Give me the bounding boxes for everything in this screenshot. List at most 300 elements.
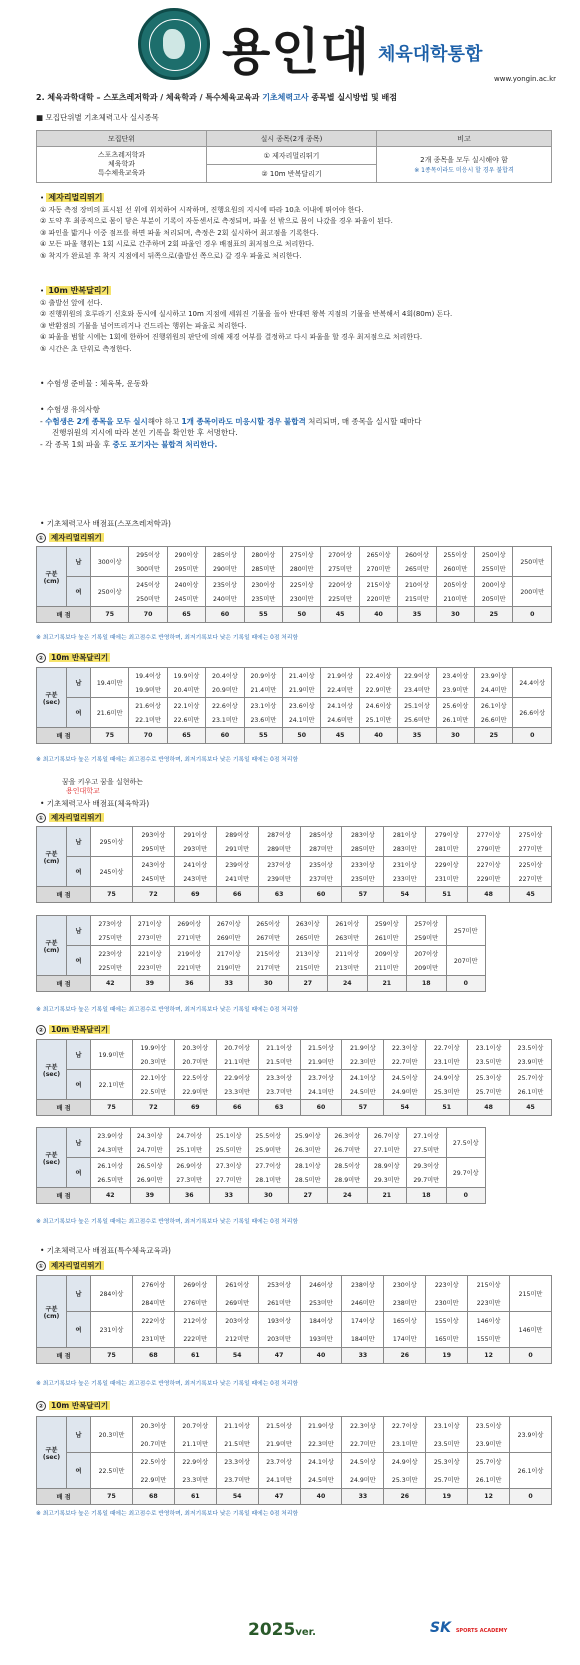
range-lower-cell: 25.3이상 bbox=[468, 1070, 510, 1085]
range-upper-cell: 230미만 bbox=[283, 592, 321, 607]
score-cell: 69 bbox=[174, 1100, 216, 1116]
range-lower-cell: 22.5이상 bbox=[174, 1070, 216, 1085]
range-lower-cell: 25.3이상 bbox=[426, 1453, 468, 1471]
unit-label: 구분 (cm) bbox=[37, 1276, 67, 1348]
range-lower-cell: 23.5이상 bbox=[468, 1417, 510, 1435]
range-upper-cell: 21.9미만 bbox=[258, 1435, 300, 1453]
range-lower-cell: 263이상 bbox=[288, 916, 328, 931]
unit-label: 구분 (sec) bbox=[37, 1417, 67, 1489]
range-lower-cell: 24.1이상 bbox=[300, 1453, 342, 1471]
range-upper-cell: 22.4미만 bbox=[321, 683, 359, 698]
t3-lj-footnote: ※ 최고기록보다 높은 기록일 때에는 최고점수로 반영하며, 최저기록보다 낮은 기록일 때에는 0점 처리함 bbox=[36, 1381, 299, 1387]
score-cell: 33 bbox=[342, 1348, 384, 1364]
range-lower-cell: 210이상 bbox=[398, 577, 436, 592]
range-lower-cell: 21.9이상 bbox=[321, 668, 359, 683]
range-upper-cell: 26.6미만 bbox=[475, 713, 513, 728]
range-upper-cell: 291미만 bbox=[216, 842, 258, 857]
score-cell: 61 bbox=[174, 1348, 216, 1364]
score-cell: 25 bbox=[475, 728, 513, 744]
score-cell: 40 bbox=[300, 1348, 342, 1364]
range-upper-cell: 23.9미만 bbox=[510, 1055, 552, 1070]
range-upper-cell: 245미만 bbox=[132, 872, 174, 887]
range-upper-cell: 227미만 bbox=[510, 872, 552, 887]
score-label: 배 점 bbox=[37, 1489, 91, 1505]
cautions: • 수험생 유의사항 - 수험생은 2개 종목을 모두 실시해야 하고 1개 종목이라도 미응시할 경우 불합격 처리되며, 매 종목을 실시할 때마다 진행위원의 지시에 따라 본인 기록을 확인한 후 서명한다. - 각 종목 1회 파울 후 중도 포기자는 불합격 처리한다. bbox=[40, 405, 422, 449]
range-lower-cell: 276이상 bbox=[132, 1276, 174, 1294]
range-upper-cell: 25.1미만 bbox=[170, 1143, 210, 1158]
slogan: 꿈을 키우고 꿈을 실현하는 용인대학교 bbox=[62, 778, 144, 795]
range-upper-cell: 290미만 bbox=[206, 562, 244, 577]
range-lower-cell: 273이상 bbox=[91, 916, 131, 931]
range-upper-cell: 25.9미만 bbox=[249, 1143, 289, 1158]
range-upper-cell: 21.5미만 bbox=[216, 1435, 258, 1453]
male-label: 남 bbox=[67, 1040, 91, 1070]
range-cell: 21.6미만 bbox=[91, 698, 129, 728]
female-label: 여 bbox=[67, 698, 91, 728]
range-lower-cell: 21.9이상 bbox=[342, 1040, 384, 1055]
t3-sh-footnote: ※ 최고기록보다 높은 기록일 때에는 최고점수로 반영하며, 최저기록보다 낮은 기록일 때에는 0점 처리함 bbox=[36, 1511, 299, 1517]
range-lower-cell: 240이상 bbox=[167, 577, 205, 592]
range-lower-cell: 28.9이상 bbox=[367, 1158, 407, 1173]
range-lower-cell: 221이상 bbox=[130, 946, 170, 961]
male-label: 남 bbox=[67, 547, 91, 577]
logo-title: 용인대 bbox=[222, 23, 370, 81]
t1-title: • 기초체력고사 배점표(스포츠레저학과) bbox=[40, 519, 171, 528]
score-cell: 63 bbox=[258, 887, 300, 903]
score-cell: 40 bbox=[359, 728, 397, 744]
range-upper-cell: 221미만 bbox=[170, 961, 210, 976]
range-upper-cell: 22.6미만 bbox=[167, 713, 205, 728]
range-lower-cell: 21.9이상 bbox=[300, 1417, 342, 1435]
range-upper-cell: 21.5미만 bbox=[258, 1055, 300, 1070]
range-lower-cell: 19.4이상 bbox=[129, 668, 167, 683]
range-upper-cell: 27.1미만 bbox=[367, 1143, 407, 1158]
female-label: 여 bbox=[67, 1158, 91, 1188]
range-lower-cell: 22.5이상 bbox=[132, 1453, 174, 1471]
score-cell: 48 bbox=[468, 1100, 510, 1116]
score-cell: 47 bbox=[258, 1489, 300, 1505]
range-upper-cell: 28.9미만 bbox=[328, 1173, 368, 1188]
t1-sh-footnote: ※ 최고기록보다 높은 기록일 때에는 최고점수로 반영하며, 최저기록보다 낮은 기록일 때에는 0점 처리함 bbox=[36, 757, 299, 763]
range-upper-cell: 24.6미만 bbox=[321, 713, 359, 728]
range-lower-cell: 257이상 bbox=[407, 916, 447, 931]
range-upper-cell: 241미만 bbox=[216, 872, 258, 887]
university-seal-logo bbox=[138, 8, 210, 80]
score-cell: 60 bbox=[206, 728, 244, 744]
range-cell: 20.3미만 bbox=[91, 1417, 133, 1453]
range-lower-cell: 293이상 bbox=[132, 827, 174, 842]
score-cell: 75 bbox=[91, 1348, 133, 1364]
range-lower-cell: 295이상 bbox=[129, 547, 167, 562]
range-upper-cell: 23.1미만 bbox=[206, 713, 244, 728]
score-cell: 0 bbox=[446, 1188, 486, 1204]
range-lower-cell: 26.9이상 bbox=[170, 1158, 210, 1173]
t2-shuttle-table-1 bbox=[36, 1039, 552, 1116]
score-cell: 54 bbox=[384, 887, 426, 903]
score-cell: 42 bbox=[91, 976, 131, 992]
range-upper-cell: 174미만 bbox=[384, 1330, 426, 1348]
range-lower-cell: 211이상 bbox=[328, 946, 368, 961]
version-label: 2025ver. bbox=[248, 1620, 316, 1640]
range-lower-cell: 23.3이상 bbox=[216, 1453, 258, 1471]
range-cell: 19.4미만 bbox=[91, 668, 129, 698]
range-lower-cell: 27.1이상 bbox=[407, 1128, 447, 1143]
range-lower-cell: 259이상 bbox=[367, 916, 407, 931]
range-lower-cell: 26.3이상 bbox=[328, 1128, 368, 1143]
score-cell: 0 bbox=[513, 607, 552, 623]
range-upper-cell: 22.5미만 bbox=[132, 1085, 174, 1100]
range-cell: 19.9미만 bbox=[91, 1040, 133, 1070]
range-upper-cell: 155미만 bbox=[468, 1330, 510, 1348]
t3-shuttle-table bbox=[36, 1416, 552, 1505]
t2-shuttle-table-2 bbox=[36, 1127, 486, 1204]
range-upper-cell: 26.1미만 bbox=[436, 713, 474, 728]
range-lower-cell: 233이상 bbox=[342, 857, 384, 872]
male-label: 남 bbox=[67, 1417, 91, 1453]
range-upper-cell: 205미만 bbox=[475, 592, 513, 607]
range-lower-cell: 239이상 bbox=[216, 857, 258, 872]
score-cell: 75 bbox=[91, 1489, 133, 1505]
male-label: 남 bbox=[67, 916, 91, 946]
range-upper-cell: 215미만 bbox=[398, 592, 436, 607]
range-upper-cell: 210미만 bbox=[436, 592, 474, 607]
score-cell: 21 bbox=[367, 1188, 407, 1204]
range-lower-cell: 243이상 bbox=[132, 857, 174, 872]
range-upper-cell: 293미만 bbox=[174, 842, 216, 857]
range-upper-cell: 21.1미만 bbox=[216, 1055, 258, 1070]
score-cell: 54 bbox=[216, 1348, 258, 1364]
male-label: 남 bbox=[67, 1128, 91, 1158]
score-cell: 40 bbox=[300, 1489, 342, 1505]
range-lower-cell: 215이상 bbox=[468, 1276, 510, 1294]
range-lower-cell: 280이상 bbox=[244, 547, 282, 562]
unit-label: 구분 (cm) bbox=[37, 916, 67, 976]
range-upper-cell: 26.3미만 bbox=[288, 1143, 328, 1158]
score-cell: 45 bbox=[510, 887, 552, 903]
range-upper-cell: 23.5미만 bbox=[426, 1435, 468, 1453]
score-cell: 70 bbox=[129, 728, 167, 744]
score-cell: 19 bbox=[426, 1489, 468, 1505]
range-lower-cell: 265이상 bbox=[359, 547, 397, 562]
score-label: 배 점 bbox=[37, 1188, 91, 1204]
range-upper-cell: 281미만 bbox=[426, 842, 468, 857]
range-lower-cell: 29.3이상 bbox=[407, 1158, 447, 1173]
range-lower-cell: 223이상 bbox=[426, 1276, 468, 1294]
range-upper-cell: 27.3미만 bbox=[170, 1173, 210, 1188]
range-lower-cell: 25.9이상 bbox=[288, 1128, 328, 1143]
range-upper-cell: 239미만 bbox=[258, 872, 300, 887]
range-lower-cell: 291이상 bbox=[174, 827, 216, 842]
score-cell: 65 bbox=[167, 728, 205, 744]
range-upper-cell: 300미만 bbox=[129, 562, 167, 577]
range-lower-cell: 205이상 bbox=[436, 577, 474, 592]
range-upper-cell: 22.7미만 bbox=[342, 1435, 384, 1453]
score-cell: 33 bbox=[209, 976, 249, 992]
t1-lj-title: ① 제자리멀리뛰기 bbox=[36, 532, 104, 543]
t2-lj-footnote: ※ 최고기록보다 높은 기록일 때에는 최고점수로 반영하며, 최저기록보다 낮은 기록일 때에는 0점 처리함 bbox=[36, 1007, 299, 1013]
range-lower-cell: 281이상 bbox=[384, 827, 426, 842]
range-upper-cell: 25.7미만 bbox=[468, 1085, 510, 1100]
score-cell: 51 bbox=[426, 887, 468, 903]
score-cell: 0 bbox=[513, 728, 552, 744]
range-upper-cell: 22.3미만 bbox=[300, 1435, 342, 1453]
range-lower-cell: 25.5이상 bbox=[249, 1128, 289, 1143]
score-cell: 54 bbox=[384, 1100, 426, 1116]
range-upper-cell: 222미만 bbox=[174, 1330, 216, 1348]
range-upper-cell: 26.1미만 bbox=[510, 1085, 552, 1100]
range-lower-cell: 225이상 bbox=[510, 857, 552, 872]
range-upper-cell: 212미만 bbox=[216, 1330, 258, 1348]
range-lower-cell: 22.7이상 bbox=[426, 1040, 468, 1055]
range-lower-cell: 220이상 bbox=[321, 577, 359, 592]
range-lower-cell: 260이상 bbox=[398, 547, 436, 562]
score-cell: 24 bbox=[328, 1188, 368, 1204]
range-lower-cell: 23.1이상 bbox=[244, 698, 282, 713]
range-lower-cell: 231이상 bbox=[384, 857, 426, 872]
range-lower-cell: 207이상 bbox=[407, 946, 447, 961]
range-upper-cell: 22.7미만 bbox=[384, 1055, 426, 1070]
score-cell: 57 bbox=[342, 887, 384, 903]
score-cell: 24 bbox=[328, 976, 368, 992]
range-upper-cell: 21.1미만 bbox=[174, 1435, 216, 1453]
range-upper-cell: 275미만 bbox=[321, 562, 359, 577]
range-lower-cell: 23.7이상 bbox=[258, 1453, 300, 1471]
range-upper-cell: 193미만 bbox=[300, 1330, 342, 1348]
range-cell: 29.7이상 bbox=[446, 1158, 486, 1188]
range-lower-cell: 24.5이상 bbox=[342, 1453, 384, 1471]
range-upper-cell: 22.3미만 bbox=[342, 1055, 384, 1070]
range-upper-cell: 20.9미만 bbox=[206, 683, 244, 698]
range-upper-cell: 24.7미만 bbox=[130, 1143, 170, 1158]
range-lower-cell: 24.9이상 bbox=[426, 1070, 468, 1085]
range-lower-cell: 229이상 bbox=[426, 857, 468, 872]
range-lower-cell: 174이상 bbox=[342, 1312, 384, 1330]
score-cell: 26 bbox=[384, 1489, 426, 1505]
range-lower-cell: 22.9이상 bbox=[398, 668, 436, 683]
range-lower-cell: 20.4이상 bbox=[206, 668, 244, 683]
range-upper-cell: 25.1미만 bbox=[359, 713, 397, 728]
range-cell: 22.1미만 bbox=[91, 1070, 133, 1100]
range-upper-cell: 253미만 bbox=[300, 1294, 342, 1312]
range-cell: 250미만 bbox=[513, 547, 552, 577]
range-lower-cell: 271이상 bbox=[130, 916, 170, 931]
range-lower-cell: 255이상 bbox=[436, 547, 474, 562]
range-lower-cell: 283이상 bbox=[342, 827, 384, 842]
score-cell: 45 bbox=[321, 607, 359, 623]
t2-sh-title: ② 10m 반복달리기 bbox=[36, 1024, 110, 1035]
range-upper-cell: 265미만 bbox=[398, 562, 436, 577]
female-label: 여 bbox=[67, 577, 91, 607]
range-lower-cell: 25.6이상 bbox=[436, 698, 474, 713]
range-lower-cell: 23.3이상 bbox=[258, 1070, 300, 1085]
female-label: 여 bbox=[67, 1070, 91, 1100]
range-upper-cell: 287미만 bbox=[300, 842, 342, 857]
long-jump-method: • 제자리멀리뛰기 ① 자동 측정 장비의 표시된 선 위에 위치하여 시작하며, 진행요원의 지시에 따라 10초 이내에 뛰어야 한다. ② 도약 후 최종적으로 몸이 닿은 부분이 기록이 자동센서로 측정되며, 파울 선 밖으로 몸이 나갔을 경우 파울이 된다. ③ 파인을 밟거나 이중 점프를 하면 파울 처리되며, 측정은 2회 실시하여 최고점을 기록한다. ④ 모든 파울 행위는 1회 시로로 간주하며 2회 파울인 경우 배점표의 최저점으로 처리한다. ⑤ 착지가 완료된 후 착지 지점에서 뒤쪽으로(출발선 쪽으로) 갈 경우 파울로 처리한다. bbox=[40, 193, 393, 260]
range-lower-cell: 235이상 bbox=[206, 577, 244, 592]
score-cell: 63 bbox=[258, 1100, 300, 1116]
range-lower-cell: 20.3이상 bbox=[174, 1040, 216, 1055]
range-upper-cell: 265미만 bbox=[288, 931, 328, 946]
range-upper-cell: 24.9미만 bbox=[384, 1085, 426, 1100]
range-upper-cell: 250미만 bbox=[129, 592, 167, 607]
range-upper-cell: 26.5미만 bbox=[91, 1173, 131, 1188]
range-upper-cell: 23.3미만 bbox=[174, 1471, 216, 1489]
male-label: 남 bbox=[67, 827, 91, 857]
t3-lj-title: ① 제자리멀리뛰기 bbox=[36, 1260, 104, 1271]
range-lower-cell: 245이상 bbox=[129, 577, 167, 592]
header bbox=[0, 0, 580, 82]
range-lower-cell: 19.9이상 bbox=[132, 1040, 174, 1055]
range-lower-cell: 217이상 bbox=[209, 946, 249, 961]
score-cell: 48 bbox=[468, 887, 510, 903]
score-cell: 60 bbox=[300, 1100, 342, 1116]
range-upper-cell: 267미만 bbox=[249, 931, 289, 946]
range-lower-cell: 20.7이상 bbox=[174, 1417, 216, 1435]
range-upper-cell: 295미만 bbox=[132, 842, 174, 857]
range-upper-cell: 255미만 bbox=[475, 562, 513, 577]
range-upper-cell: 245미만 bbox=[167, 592, 205, 607]
score-cell: 45 bbox=[510, 1100, 552, 1116]
score-cell: 35 bbox=[398, 728, 436, 744]
range-lower-cell: 184이상 bbox=[300, 1312, 342, 1330]
range-upper-cell: 260미만 bbox=[436, 562, 474, 577]
range-lower-cell: 193이상 bbox=[258, 1312, 300, 1330]
female-label: 여 bbox=[67, 1312, 91, 1348]
score-cell: 75 bbox=[91, 607, 129, 623]
score-cell: 30 bbox=[436, 728, 474, 744]
range-upper-cell: 279미만 bbox=[468, 842, 510, 857]
t2-longjump-table-1 bbox=[36, 826, 552, 903]
range-upper-cell: 26.9미만 bbox=[130, 1173, 170, 1188]
range-upper-cell: 19.9미만 bbox=[129, 683, 167, 698]
range-lower-cell: 23.9이상 bbox=[91, 1128, 131, 1143]
range-cell: 200미만 bbox=[513, 577, 552, 607]
range-lower-cell: 250이상 bbox=[475, 547, 513, 562]
range-lower-cell: 219이상 bbox=[170, 946, 210, 961]
shuttle-method: • 10m 반복달리기 ① 출발선 앞에 선다. ② 진행위원의 호루라기 신호와 동시에 실시하고 10m 지점에 세워진 기물을 돌아 반대편 왕복 지점의 기물을 반복해서 4회(80m) 돈다. ③ 반환점의 기물을 넘어뜨리거나 건드리는 행위는 파울로 처리한다. ④ 파울을 범할 시에는 1회에 한하여 진행위원의 판단에 의해 재경 여부를 결정하고 다시 파울을 할 경우 최저점으로 처리한다. ⑤ 시간은 초 단위로 측정한다. bbox=[40, 286, 453, 353]
score-cell: 60 bbox=[206, 607, 244, 623]
range-lower-cell: 238이상 bbox=[342, 1276, 384, 1294]
score-cell: 0 bbox=[510, 1348, 552, 1364]
range-cell: 215미만 bbox=[510, 1276, 552, 1312]
logo-subtitle: 체육대학통합 bbox=[378, 44, 483, 65]
score-label: 배 점 bbox=[37, 728, 91, 744]
range-upper-cell: 217미만 bbox=[249, 961, 289, 976]
range-lower-cell: 25.7이상 bbox=[468, 1453, 510, 1471]
range-upper-cell: 24.4미만 bbox=[475, 683, 513, 698]
range-upper-cell: 23.5미만 bbox=[468, 1055, 510, 1070]
range-lower-cell: 24.1이상 bbox=[342, 1070, 384, 1085]
t2-longjump-table-2 bbox=[36, 915, 486, 992]
score-cell: 33 bbox=[342, 1489, 384, 1505]
range-lower-cell: 22.3이상 bbox=[342, 1417, 384, 1435]
score-cell: 70 bbox=[129, 607, 167, 623]
range-lower-cell: 230이상 bbox=[244, 577, 282, 592]
range-lower-cell: 253이상 bbox=[258, 1276, 300, 1294]
female-label: 여 bbox=[67, 946, 91, 976]
score-cell: 12 bbox=[468, 1348, 510, 1364]
score-cell: 36 bbox=[170, 976, 210, 992]
t3-sh-title: ② 10m 반복달리기 bbox=[36, 1400, 110, 1411]
male-label: 남 bbox=[67, 668, 91, 698]
score-cell: 36 bbox=[170, 1188, 210, 1204]
score-cell: 66 bbox=[216, 1100, 258, 1116]
range-lower-cell: 225이상 bbox=[283, 577, 321, 592]
score-cell: 54 bbox=[216, 1489, 258, 1505]
range-upper-cell: 246미만 bbox=[342, 1294, 384, 1312]
t1-sh-title: ② 10m 반복달리기 bbox=[36, 652, 110, 663]
score-cell: 0 bbox=[446, 976, 486, 992]
range-lower-cell: 23.6이상 bbox=[283, 698, 321, 713]
range-lower-cell: 215이상 bbox=[249, 946, 289, 961]
range-cell: 23.9이상 bbox=[510, 1417, 552, 1453]
range-upper-cell: 23.3미만 bbox=[216, 1085, 258, 1100]
score-cell: 75 bbox=[91, 1100, 133, 1116]
range-upper-cell: 209미만 bbox=[407, 961, 447, 976]
score-cell: 12 bbox=[468, 1489, 510, 1505]
range-lower-cell: 19.9이상 bbox=[167, 668, 205, 683]
range-cell: 284이상 bbox=[91, 1276, 133, 1312]
range-cell: 24.4이상 bbox=[513, 668, 552, 698]
range-cell: 26.6이상 bbox=[513, 698, 552, 728]
range-lower-cell: 24.5이상 bbox=[384, 1070, 426, 1085]
score-cell: 50 bbox=[283, 607, 321, 623]
range-upper-cell: 24.3미만 bbox=[91, 1143, 131, 1158]
score-cell: 68 bbox=[132, 1348, 174, 1364]
range-lower-cell: 27.7이상 bbox=[249, 1158, 289, 1173]
range-upper-cell: 27.5미만 bbox=[407, 1143, 447, 1158]
range-lower-cell: 24.9이상 bbox=[384, 1453, 426, 1471]
range-upper-cell: 24.1미만 bbox=[258, 1471, 300, 1489]
score-cell: 25 bbox=[475, 607, 513, 623]
range-lower-cell: 227이상 bbox=[468, 857, 510, 872]
range-lower-cell: 21.4이상 bbox=[283, 668, 321, 683]
range-lower-cell: 28.5이상 bbox=[328, 1158, 368, 1173]
range-lower-cell: 22.6이상 bbox=[206, 698, 244, 713]
range-lower-cell: 25.1이상 bbox=[398, 698, 436, 713]
range-lower-cell: 200이상 bbox=[475, 577, 513, 592]
range-lower-cell: 285이상 bbox=[206, 547, 244, 562]
range-upper-cell: 24.5미만 bbox=[342, 1085, 384, 1100]
range-lower-cell: 287이상 bbox=[258, 827, 300, 842]
range-upper-cell: 29.7미만 bbox=[407, 1173, 447, 1188]
range-upper-cell: 25.3미만 bbox=[426, 1085, 468, 1100]
score-cell: 68 bbox=[132, 1489, 174, 1505]
range-lower-cell: 235이상 bbox=[300, 857, 342, 872]
unit-label: 구분 (sec) bbox=[37, 1128, 67, 1188]
range-upper-cell: 24.1미만 bbox=[300, 1085, 342, 1100]
range-upper-cell: 284미만 bbox=[132, 1294, 174, 1312]
range-upper-cell: 235미만 bbox=[342, 872, 384, 887]
range-lower-cell: 269이상 bbox=[174, 1276, 216, 1294]
range-lower-cell: 269이상 bbox=[170, 916, 210, 931]
male-label: 남 bbox=[67, 1276, 91, 1312]
score-cell: 18 bbox=[407, 976, 447, 992]
unit-label: 구분 (sec) bbox=[37, 668, 67, 728]
range-lower-cell: 275이상 bbox=[283, 547, 321, 562]
range-lower-cell: 25.7이상 bbox=[510, 1070, 552, 1085]
range-cell: 22.5미만 bbox=[91, 1453, 133, 1489]
range-upper-cell: 219미만 bbox=[209, 961, 249, 976]
range-lower-cell: 279이상 bbox=[426, 827, 468, 842]
range-lower-cell: 23.9이상 bbox=[475, 668, 513, 683]
range-upper-cell: 211미만 bbox=[367, 961, 407, 976]
range-upper-cell: 23.9미만 bbox=[468, 1435, 510, 1453]
range-upper-cell: 233미만 bbox=[384, 872, 426, 887]
site-url[interactable]: www.yongin.ac.kr bbox=[494, 75, 556, 83]
score-cell: 21 bbox=[367, 976, 407, 992]
t1-longjump-table bbox=[36, 546, 552, 623]
